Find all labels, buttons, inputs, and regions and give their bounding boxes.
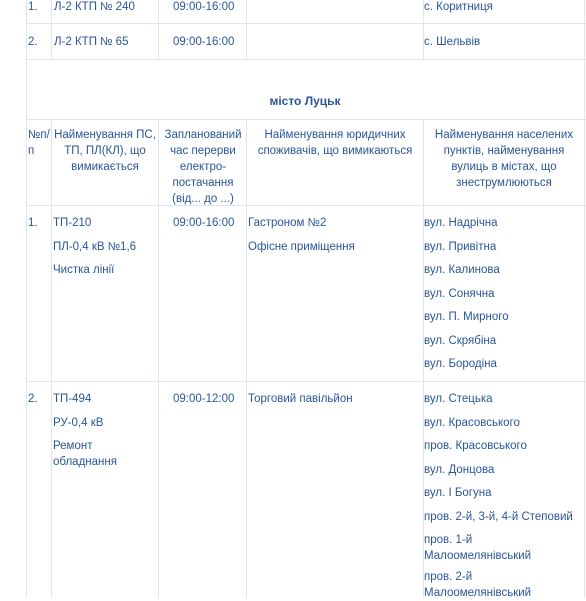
row-number: 2. — [28, 36, 38, 48]
consumer-name: Офісне приміщення — [248, 241, 355, 253]
street-name: пров. Красовського — [424, 440, 527, 452]
row-number: 1. — [28, 217, 38, 229]
street-name: вул. Надрічна — [424, 217, 498, 229]
street-name: пров. 2-й, 3-й, 4-й Степовий — [424, 511, 573, 523]
work-type: Чистка лінії — [53, 264, 115, 276]
outage-time: 09:00-16:00 — [173, 1, 235, 13]
row-border — [26, 205, 586, 206]
line-name: ПЛ-0,4 кВ №1,6 — [53, 241, 137, 253]
street-name: вул. Красовського — [424, 417, 520, 429]
settlement-name: с. Коритниця — [424, 1, 493, 13]
col-border — [246, 119, 247, 598]
street-name: вул. Скрябіна — [424, 335, 497, 347]
street-name: вул. П. Мирного — [424, 311, 509, 323]
col-border — [158, 119, 159, 598]
header-number: №п/п — [28, 129, 50, 157]
col-border — [51, 0, 52, 60]
row-border — [26, 119, 586, 120]
street-name: вул. Сонячна — [424, 288, 495, 300]
row-border — [26, 59, 586, 60]
street-name: пров. 2-й Малоомелянівський — [424, 571, 532, 599]
outage-time: 09:00-16:00 — [173, 36, 235, 48]
street-name: вул. Привітна — [424, 241, 497, 253]
work-type: Ремонт обладнання — [53, 440, 117, 468]
street-name: вул. Бородіна — [424, 358, 497, 370]
street-name: вул. Донцова — [424, 464, 495, 476]
outage-time: 09:00-16:00 — [173, 217, 235, 229]
street-name: вул. І Богуна — [424, 487, 492, 499]
col-border — [26, 0, 27, 598]
line-name: Л-2 КТП № 65 — [54, 36, 129, 48]
switchgear-name: РУ-0,4 кВ — [53, 417, 104, 429]
substation-name: ТП-210 — [53, 217, 92, 229]
header-settlements: Найменування населених пунктів, найменування вулиць в містах, що знеструмлюються — [434, 129, 574, 189]
consumer-name: Торговий павільйон — [248, 393, 353, 405]
row-border — [26, 23, 586, 24]
line-name: Л-2 КТП № 240 — [54, 1, 135, 13]
header-object-name: Найменування ПС, ТП, ПЛ(КЛ), що вимикається — [54, 129, 156, 173]
row-border — [26, 381, 586, 382]
consumer-name: Гастроном №2 — [248, 217, 327, 229]
substation-name: ТП-494 — [53, 393, 92, 405]
settlement-name: с. Шельвів — [424, 36, 481, 48]
col-border — [246, 0, 247, 60]
outage-time: 09:00-12:00 — [173, 393, 235, 405]
row-number: 1. — [28, 1, 38, 13]
street-name: вул. Калинова — [424, 264, 500, 276]
header-outage-time: Запланований час перерви електро-постачання (від... до ...) — [164, 129, 242, 205]
row-number: 2. — [28, 393, 38, 405]
street-name: пров. 1-й Малоомелянівський — [424, 534, 532, 562]
col-border — [51, 119, 52, 598]
col-border — [584, 0, 585, 598]
street-name: вул. Стецька — [424, 393, 493, 405]
header-consumers: Найменування юридичних споживачів, що вимикаються — [257, 129, 413, 157]
col-border — [158, 0, 159, 60]
city-title: місто Луцьк — [269, 94, 341, 108]
